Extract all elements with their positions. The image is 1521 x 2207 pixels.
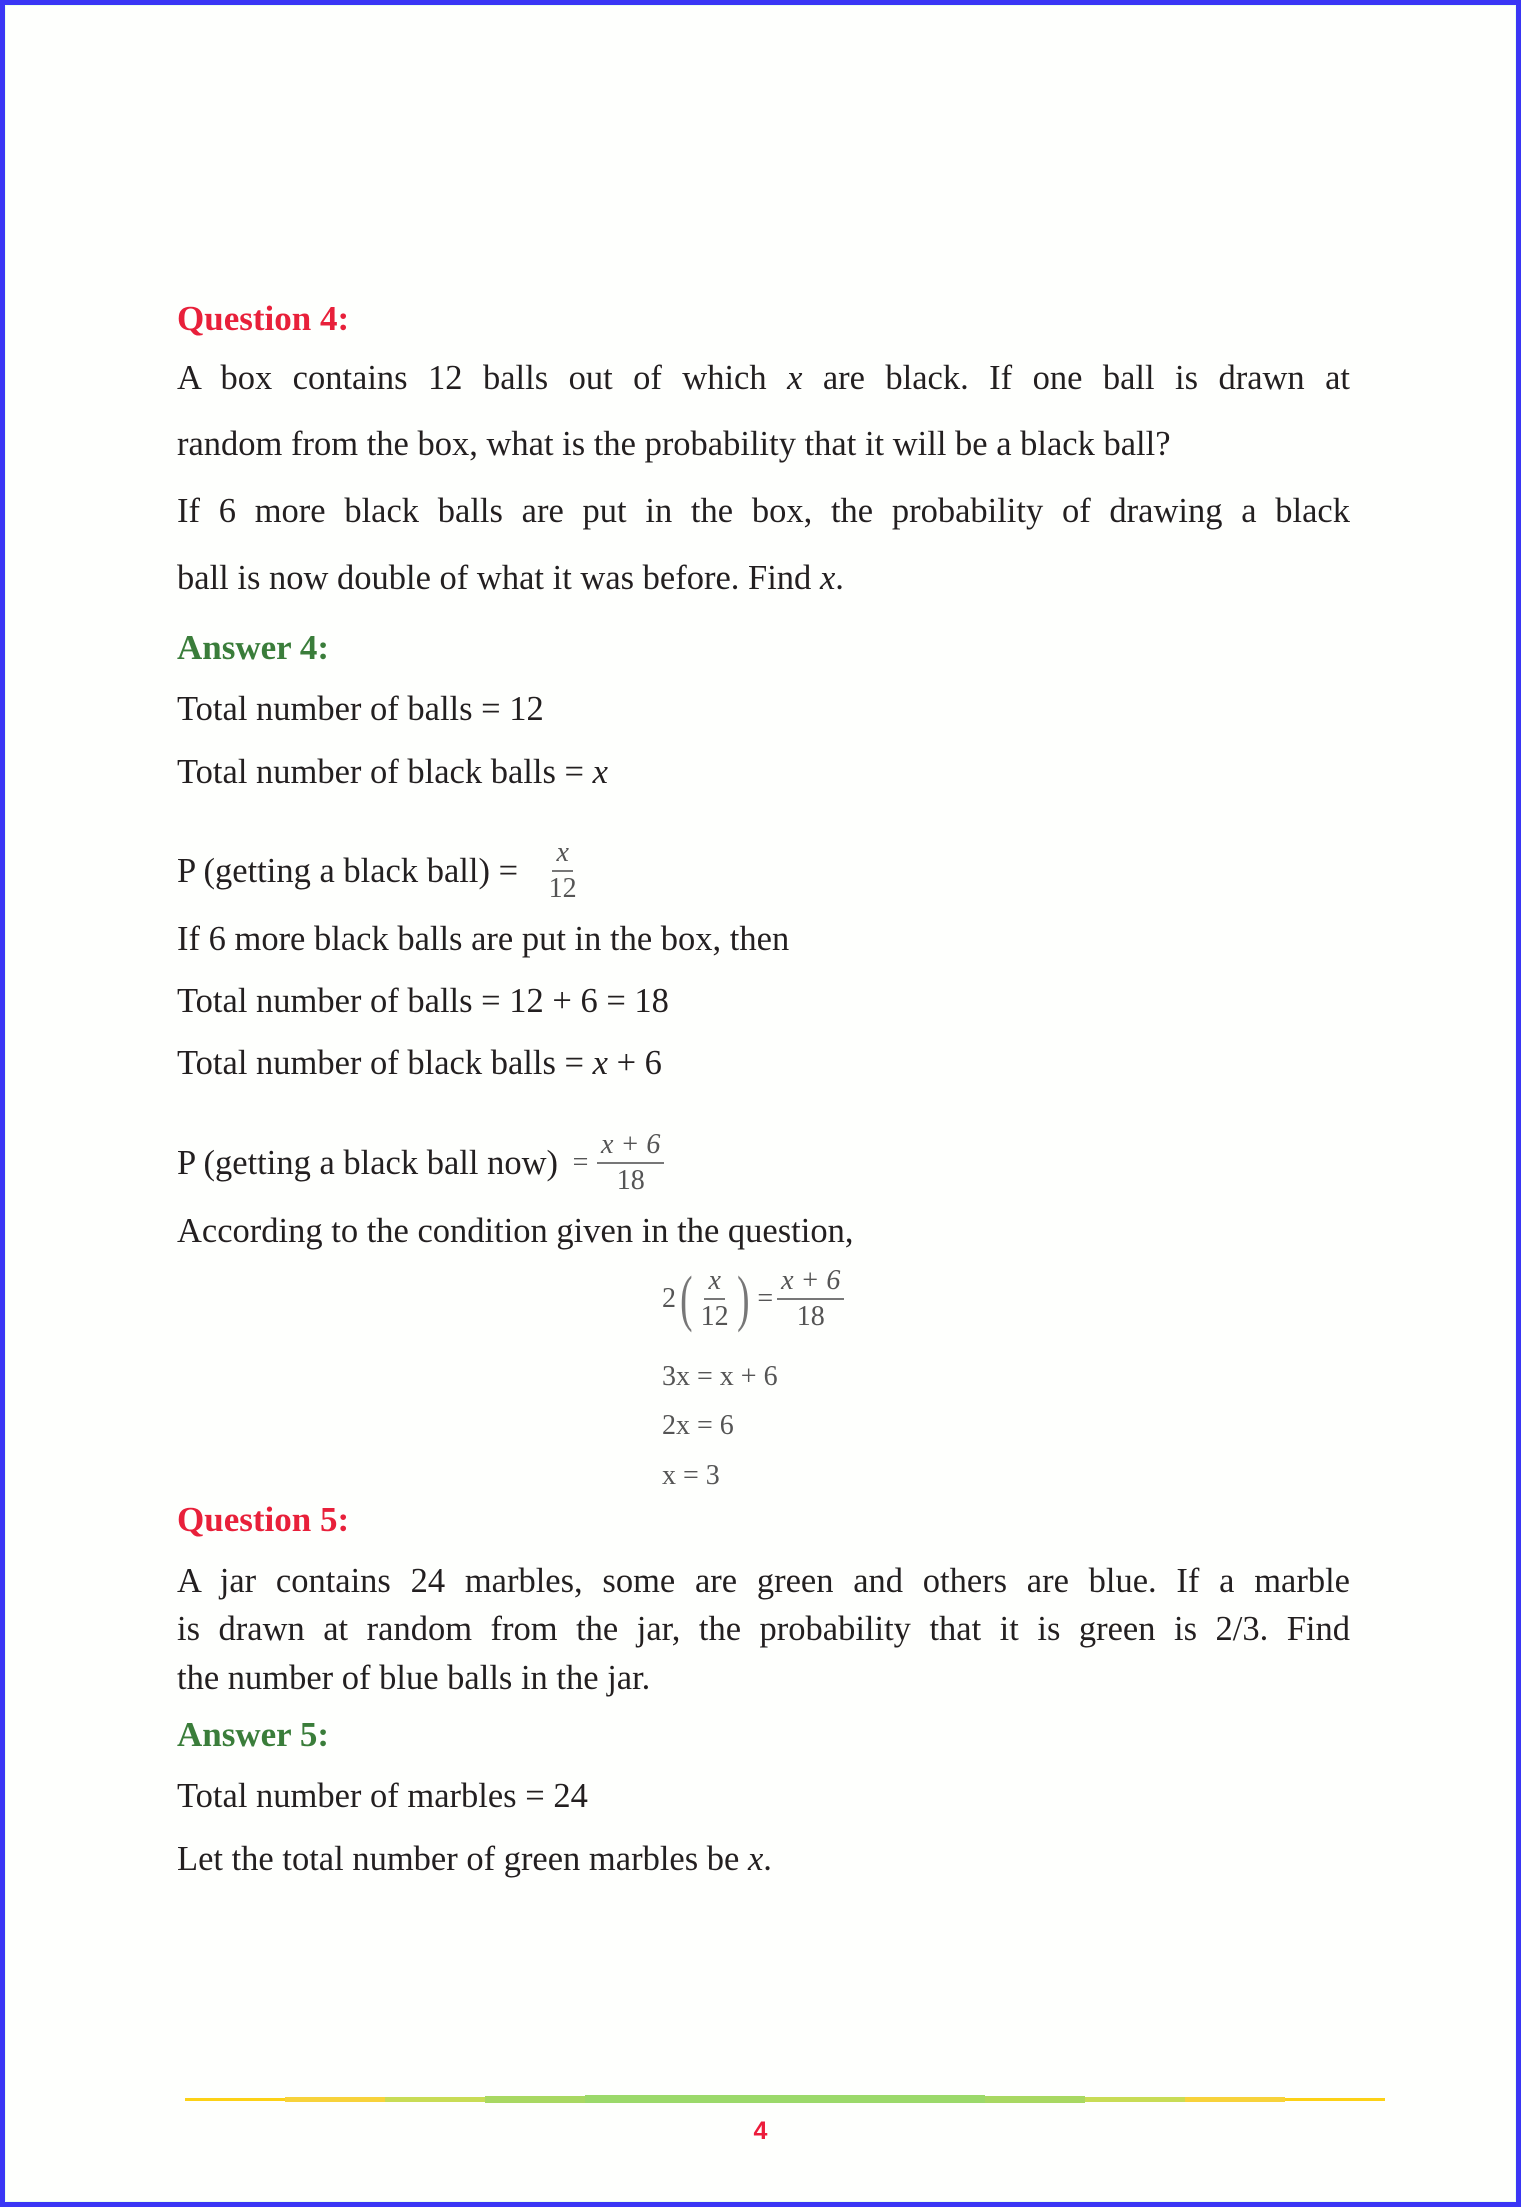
equation-3: 2x = 6 bbox=[662, 1410, 734, 1441]
answer-4-new-total: Total number of balls = 12 + 6 = 18 bbox=[177, 982, 669, 1020]
answer-5-heading: Answer 5: bbox=[177, 1715, 329, 1754]
answer-4-new-black: Total number of black balls = x + 6 bbox=[177, 1044, 662, 1082]
answer-5-let-green: Let the total number of green marbles be x. bbox=[177, 1840, 772, 1878]
answer-4-according: According to the condition given in the question, bbox=[177, 1212, 854, 1250]
document-page bbox=[5, 5, 1516, 2202]
variable-x: x bbox=[819, 559, 836, 597]
question-5-line-1: A jar contains 24 marbles, some are green and others are blue. If a marble bbox=[177, 1562, 1350, 1600]
question-4-line-2: random from the box, what is the probability that it will be a black ball? bbox=[177, 425, 1171, 463]
question-5-line-3: the number of blue balls in the jar. bbox=[177, 1659, 651, 1697]
question-5-heading: Question 5: bbox=[177, 1500, 350, 1539]
question-4-line-3: If 6 more black balls are put in the box, the probability of drawing a black bbox=[177, 492, 1350, 530]
fraction-x-plus-6-over-18: $\frac{x + 6}{18}$ bbox=[597, 1131, 664, 1195]
variable-x: x bbox=[787, 359, 803, 397]
equation-1: 2( $\frac{x}{12}$ ) = $\frac{x + 6}{18}$ bbox=[662, 1267, 844, 1331]
equation-2: 3x = x + 6 bbox=[662, 1361, 778, 1392]
footer-divider bbox=[185, 2096, 1385, 2102]
answer-4-probability: P (getting a black ball) = $\frac{x}{12}$ bbox=[177, 839, 581, 903]
question-5-line-2: is drawn at random from the jar, the probability that it is green is 2/3. Find bbox=[177, 1610, 1350, 1648]
answer-4-probability-now: P (getting a black ball now) = $\frac{x + 6}{18}$ bbox=[177, 1131, 664, 1195]
answer-4-total-black: Total number of black balls = x bbox=[177, 753, 608, 791]
fraction-x-over-12: $\frac{x}{12}$ bbox=[548, 837, 577, 904]
answer-5-total-marbles: Total number of marbles = 24 bbox=[177, 1777, 588, 1815]
right-paren: ) bbox=[736, 1265, 750, 1333]
page-number: 4 bbox=[753, 2117, 768, 2145]
answer-4-heading: Answer 4: bbox=[177, 628, 329, 667]
answer-4-total-balls: Total number of balls = 12 bbox=[177, 690, 544, 728]
question-4-heading: Question 4: bbox=[177, 299, 350, 338]
question-4-line-4: ball is now double of what it was before. Find x. bbox=[177, 559, 844, 597]
answer-4-if-more: If 6 more black balls are put in the box, then bbox=[177, 920, 790, 958]
equation-4: x = 3 bbox=[662, 1460, 720, 1491]
question-4-line-1: A box contains 12 balls out of which x are black. If one ball is drawn at bbox=[177, 359, 1351, 397]
left-paren: ( bbox=[680, 1265, 693, 1333]
